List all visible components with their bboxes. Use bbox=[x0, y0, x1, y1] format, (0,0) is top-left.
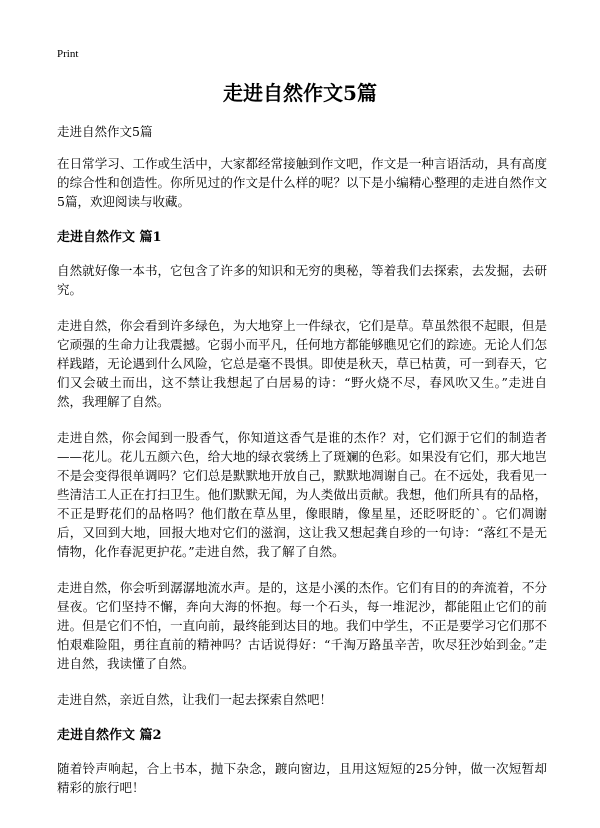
section-1-paragraph-1: 自然就好像一本书，它包含了许多的知识和无穷的奥秘，等着我们去探索，去发掘，去研究。 bbox=[57, 263, 547, 297]
section-heading-1: 走进自然作文 篇1 bbox=[57, 230, 162, 245]
article-intro: 在日常学习、工作或生活中，大家都经常接触到作文吧，作文是一种言语活动，具有高度的综合性和创造性。你所见过的作文是什么样的呢？以下是小编精心整理的走进自然作文5篇，欢迎阅读与收藏。 bbox=[57, 156, 547, 209]
article-subtitle: 走进自然作文5篇 bbox=[57, 124, 153, 139]
section-1-paragraph-2: 走进自然，你会看到许多绿色，为大地穿上一件绿衣，它们是草。草虽然很不起眼，但是它顽强的生命力让我震撼。它弱小而平凡，任何地方都能够瞧见它们的踪迹。无论人们怎样践踏，无论遇到什么风险，它总是毫不畏惧。即使是秋天，草已枯黄，可一到春天，它们又会破土而出，这不禁让我想起了白居易的诗：“野火烧不尽，春风吹又生。”走进自然，我理解了自然。 bbox=[57, 318, 547, 409]
section-2-paragraph-1: 随着铃声响起，合上书本，抛下杂念，踱向窗边，且用这短短的25分钟，做一次短暂却精彩的旅行吧！ bbox=[57, 761, 547, 795]
article-body bbox=[57, 122, 547, 814]
section-1-paragraph-3: 走进自然，你会闻到一股香气，你知道这香气是谁的杰作？对，它们源于它们的制造者——花儿。花儿五颜六色，给大地的绿衣裳绣上了斑斓的色彩。如果没有它们，那大地岂不是会变得很单调吗？它们总是默默地开放自己，默默地凋谢自己。在不远处，我看见一些清洁工人正在打扫卫生。他们默默无闻，为人类做出贡献。我想，他们所具有的品格，不正是野花们的品格吗？他们散在草丛里，像眼睛，像星星，还眨呀眨的`。它们凋谢后，又回到大地，回报大地对它们的滋润，这让我又想起龚自珍的一句诗：“落红不是无情物，化作春泥更护花。”走进自然，我了解了自然。 bbox=[57, 430, 547, 559]
print-link[interactable]: Print bbox=[57, 48, 79, 60]
section-heading-2: 走进自然作文 篇2 bbox=[57, 728, 162, 743]
page-title: 走进自然作文5篇 bbox=[223, 81, 377, 105]
section-1-paragraph-5: 走进自然，亲近自然，让我们一起去探索自然吧！ bbox=[57, 692, 333, 707]
section-1-paragraph-4: 走进自然，你会听到潺潺地流水声。是的，这是小溪的杰作。它们有目的的奔流着，不分昼夜。它们坚持不懈，奔向大海的怀抱。每一个石头，每一堆泥沙，都能阻止它们的前进。但是它们不怕，一直向前，最终能到达目的地。我们中学生，不正是要学习它们那不怕艰难险阻，勇往直前的精神吗？古话说得好：“千淘万路虽辛苦，吹尽狂沙始到金。”走进自然，我读懂了自然。 bbox=[57, 580, 547, 671]
